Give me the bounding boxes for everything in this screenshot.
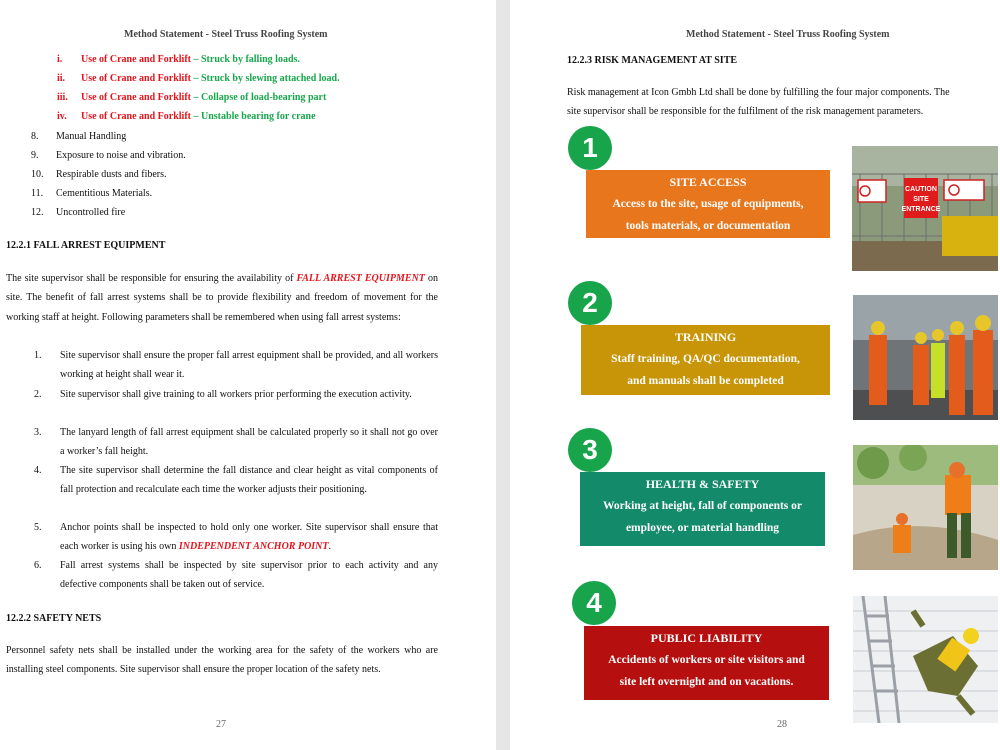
svg-text:SITE: SITE bbox=[913, 196, 929, 203]
crane-item: iv. Use of Crane and Forklift – Unstable bearing for crane bbox=[57, 111, 316, 122]
list-number: 3. bbox=[34, 427, 42, 438]
intro-line: site supervisor shall be responsible for the fulfilment of the risk management parameters. bbox=[567, 106, 924, 117]
section-heading: 12.2.1 FALL ARREST EQUIPMENT bbox=[6, 240, 166, 251]
page-28 bbox=[510, 0, 1000, 750]
section-heading: 12.2.3 RISK MANAGEMENT AT SITE bbox=[567, 55, 738, 66]
list-number: 1. bbox=[34, 350, 42, 361]
intro-line: Risk management at Icon Gmbh Ltd shall be done by fulfilling the four major components. The bbox=[567, 87, 950, 98]
step-number-badge: 1 bbox=[568, 126, 612, 170]
list-number: 5. bbox=[34, 522, 42, 533]
section-paragraph: Personnel safety nets shall be installed under the working area for the safety of the workers who are installing steel components. Site supervisor shall ensure the proper location of the safety nets. bbox=[6, 645, 438, 676]
page-header: Method Statement - Steel Truss Roofing System bbox=[124, 29, 328, 40]
list-number: 4. bbox=[34, 465, 42, 476]
crane-item: iii. Use of Crane and Forklift – Collapse of load-bearing part bbox=[57, 92, 327, 103]
section-paragraph: The site supervisor shall be responsible for ensuring the availability of FALL ARREST EQUIPMENT on site. The benefit of fall arrest systems shall be to provide flexibility and freedom of movement for the working staff at height. Following parameters shall be remembered when using fall arrest systems: bbox=[6, 273, 438, 323]
component-box-public-liability: PUBLIC LIABILITY Accidents of workers or site visitors and site left overnight and on vacations. bbox=[584, 626, 829, 700]
step-number-badge: 4 bbox=[572, 581, 616, 625]
hazard-item: 11. Cementitious Materials. bbox=[31, 188, 153, 199]
list-item: Fall arrest systems shall be inspected by site supervisor prior to each activity and any defective components shall be taken out of service. bbox=[60, 560, 438, 591]
crane-item: ii. Use of Crane and Forklift – Struck by slewing attached load. bbox=[57, 73, 340, 84]
list-item: The lanyard length of fall arrest equipment shall be calculated properly so it shall not go over a worker’s fall height. bbox=[60, 427, 438, 458]
health-safety-photo bbox=[853, 445, 998, 570]
page-number: 27 bbox=[216, 719, 226, 730]
list-number: 2. bbox=[34, 389, 42, 400]
list-item: The site supervisor shall determine the fall distance and clear height as vital components of fall protection and recalculate each time the worker adjusts their positioning. bbox=[60, 465, 438, 496]
step-number-badge: 3 bbox=[568, 428, 612, 472]
hazard-item: 9. Exposure to noise and vibration. bbox=[31, 150, 186, 161]
component-box-training: TRAINING Staff training, QA/QC documentation, and manuals shall be completed bbox=[581, 325, 830, 395]
section-heading: 12.2.2 SAFETY NETS bbox=[6, 613, 102, 624]
hazard-item: 10. Respirable dusts and fibers. bbox=[31, 169, 167, 180]
hazard-item: 12. Uncontrolled fire bbox=[31, 207, 126, 218]
component-box-health-safety: HEALTH & SAFETY Working at height, fall of components or employee, or material handling bbox=[580, 472, 825, 546]
page-header: Method Statement - Steel Truss Roofing System bbox=[686, 29, 890, 40]
crane-item: i. Use of Crane and Forklift – Struck by falling loads. bbox=[57, 54, 300, 65]
hazard-item: 8. Manual Handling bbox=[31, 131, 127, 142]
list-item: Anchor points shall be inspected to hold only one worker. Site supervisor shall ensure that each worker is using his own INDEPENDENT ANCHOR POINT. bbox=[60, 522, 438, 553]
list-number: 6. bbox=[34, 560, 42, 571]
step-number-badge: 2 bbox=[568, 281, 612, 325]
public-liability-photo bbox=[853, 596, 998, 723]
list-item: Site supervisor shall give training to all workers prior performing the execution activity. bbox=[60, 389, 412, 400]
page-27 bbox=[0, 0, 496, 750]
training-photo bbox=[853, 295, 998, 420]
site-access-photo bbox=[852, 146, 998, 271]
svg-text:ENTRANCE: ENTRANCE bbox=[901, 206, 941, 213]
page-number: 28 bbox=[777, 719, 787, 730]
list-item: Site supervisor shall ensure the proper fall arrest equipment shall be provided, and all workers working at height shall wear it. bbox=[60, 350, 438, 381]
svg-text:CAUTION: CAUTION bbox=[905, 186, 937, 193]
component-box-site-access: SITE ACCESS Access to the site, usage of equipments, tools materials, or documentation bbox=[586, 170, 830, 238]
